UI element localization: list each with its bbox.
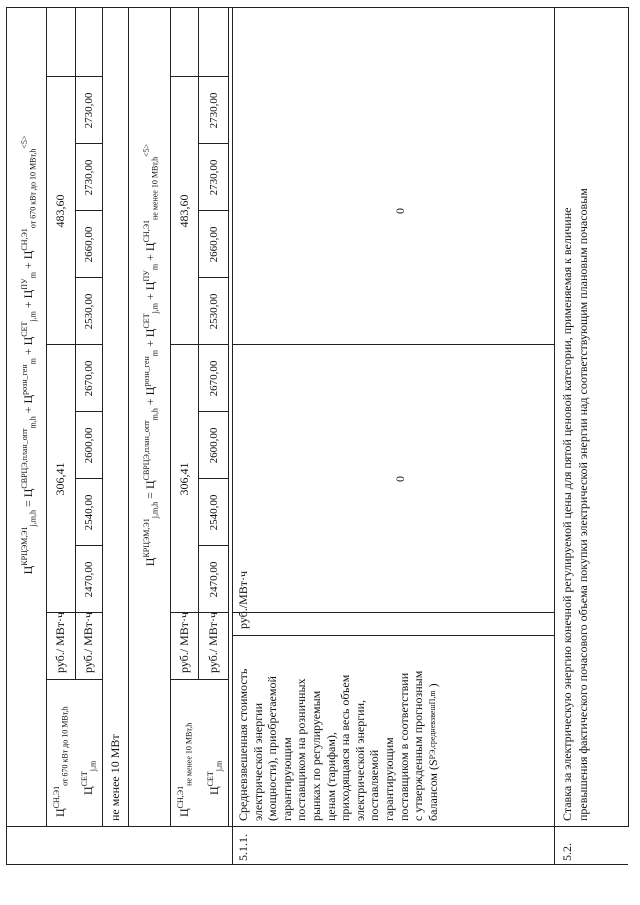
item511-number: 5.1.1. [236,834,250,861]
heading-ne-menee: не менее 10 МВт [108,734,122,821]
text-line: электрической энергии, [352,699,367,821]
text-line: гарантирующим [381,737,396,821]
item511-value-a: 0 [393,476,407,482]
text-line: приходящаяся на весь объем [338,674,353,821]
bottom-border [628,7,629,827]
block2-top [170,7,171,827]
number-column-left [6,864,628,865]
block2-row1-label: $Ц^{СН,Э1}_{не менее 10 МВт,h}$ [176,722,194,817]
block2-value: 2670,00 [208,360,220,397]
text-line: рынках по регулируемым [308,690,323,821]
item511-value-b: 0 [393,208,407,214]
item52-number: 5.2. [560,843,574,861]
item511-top [232,7,233,865]
block2-value: 2660,00 [208,226,220,263]
block2-row1-value-b: 483,60 [177,194,191,228]
block1-row1-value-b: 483,60 [53,194,67,228]
item511-col-unit [232,635,554,636]
text-line: Средневзвешенная стоимость [236,668,250,821]
block1-row2-unit: руб./ МВт·ч [81,611,95,673]
text-line: электрической энергии [250,702,265,821]
right-border [6,7,628,8]
block2-row2-label: $Ц^{СЕТ}_{j,m}$ [206,760,224,795]
block1-value: 2670,00 [83,360,95,397]
text-line: поставщиком на розничных [294,678,309,821]
block1-col-label [46,679,102,680]
text-line: поставщиком в соответствии [396,672,411,821]
block1-value: 2730,00 [83,92,95,129]
block2-value: 2730,00 [208,92,220,129]
block1-row1-value-a: 306,41 [53,462,67,496]
block1-value: 2600,00 [83,427,95,464]
block2-row2-unit: руб./ МВт·ч [206,611,220,673]
text-line: (мощности), приобретаемой [265,676,280,821]
block1-top [46,7,47,827]
block2-value: 2600,00 [208,427,220,464]
item52-top [554,7,555,865]
block1-value: 2470,00 [83,561,95,598]
block1-value: 2730,00 [83,159,95,196]
item511-description [236,641,440,821]
text-line: гарантирующим [279,737,294,821]
formula-1: $Ц^{КРЦЭМ,Э1}_{j,m,h} = Ц^{СВРЦЭ,план\_опт}_{m,h} + Ц^{розн\_ген}_m + Ц^{СЕТ}_{j,m} + Ц^{ПУ}_m + Ц^{СН,Э1}_{от 670 кВт до 10 МВт,h}^{<5>}$ [20,135,38,575]
heading-bottom [128,7,129,827]
block2-row1-value-a: 306,41 [177,462,191,496]
block1-value: 2660,00 [83,226,95,263]
text-line: поставляемой [367,749,382,821]
text-line: ценам (тарифам), [323,732,338,821]
top-border [6,7,7,865]
block1-row2-label: $Ц^{СЕТ}_{j,m}$ [80,760,98,795]
block2-value: 2530,00 [208,293,220,330]
block2-row1-unit: руб./ МВт·ч [177,611,191,673]
item52-line-2: превышения фактического почасового объема покупки электрической энергии над соответствующим плановым почасовым [576,188,590,821]
block2-value: 2730,00 [208,159,220,196]
item52-line-1: Ставка за электрическую энергию конечной регулируемой цены для пятой ценовой категории, применяемая к величине [560,207,574,821]
item511-unit: руб./МВт·ч [236,570,250,629]
block1-row1-label: $Ц^{СН,Э1}_{от 670 кВт до 10 МВт,h}$ [52,706,70,817]
block2-bottom [228,7,229,827]
text-line-formula: балансом (S РЭ,средневзвеш П,m ) [425,683,440,821]
block1-bottom [102,7,103,827]
block1-value: 2540,00 [83,494,95,531]
text-line: с утвержденным прогнозным [411,670,426,821]
number-column-right [6,826,628,827]
block2-value: 2540,00 [208,494,220,531]
block2-value: 2470,00 [208,561,220,598]
formula-2: $Ц^{КРЦЭМ,Э1}_{j,m,h} = Ц^{СВРЦЭ,план\_опт}_{m,h} + Ц^{розн\_ген}_m + Ц^{СЕТ}_{j,m} + Ц^{ПУ}_m + Ц^{СН,Э1}_{не менее 10 МВт,h}^{<5>}$ [142,143,160,567]
block1-value: 2530,00 [83,293,95,330]
block1-row1-unit: руб./ МВт·ч [53,611,67,673]
